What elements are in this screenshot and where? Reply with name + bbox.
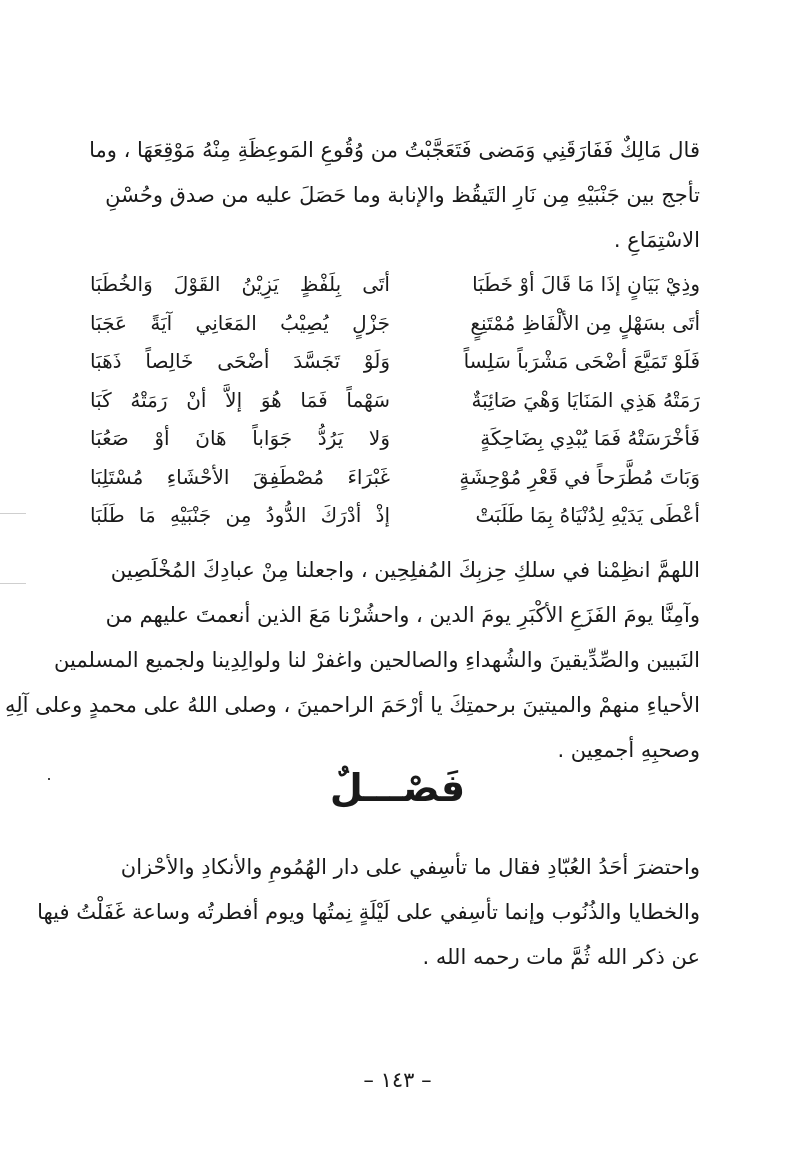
- closing-line: عن ذكر الله ثُمَّ مات رحمه الله .: [422, 945, 700, 969]
- verse-second-hemistich: وَلَوْ تَجَسَّدَ أضْحَى خَالِصاً ذَهَبَا: [90, 349, 390, 374]
- verse-first-hemistich: أعْطَى يَدَيْهِ لِدُنْيَاهُ بِمَا طَلَبَتْ: [475, 503, 700, 528]
- intro-line: قال مَالِكٌ فَفَارَقَنِي وَمَضى فَتَعَجَّبْتُ من وُقُوعِ المَوعِظَةِ مِنْهُ مَوْقِعَهَا ، وما: [89, 138, 700, 162]
- verse-second-hemistich: غَبْرَاءَ مُصْطَفِقَ الأحْشَاءِ مُسْتَلِبَا: [90, 464, 390, 489]
- verse-first-hemistich: فَلَوْ تَمَيَّعَ أضْحَى مَشْرَباً سَلِساً: [463, 349, 700, 374]
- closing-line: والخطايا والذُنُوب وإنما تأسِفي على لَيْلَةٍ نِمتُها ويوم أفطرتُه وساعة غَفَلْتُ فيها: [37, 900, 700, 924]
- poem-verse: [90, 458, 700, 497]
- verse-second-hemistich: سَهْماً فَمَا هُوَ إلاَّ أنْ رَمَتْهُ كَبَا: [90, 387, 390, 412]
- closing-line: واحتضرَ أحَدُ العُبّادِ فقال ما تأسِفي على دار الهُمُومِ والأنكادِ والأحْزان: [120, 855, 700, 879]
- prayer-line: وصحبِهِ أجمعِين .: [557, 738, 700, 762]
- page-number: – ١٤٣ –: [363, 1068, 432, 1092]
- intro-line: تأجج بين جَنْبَيْهِ مِن نَارِ التَيقُظ والإنابة وما حَصَلَ عليه من صدق وحُسْنِ: [105, 183, 700, 207]
- poem-verse: [90, 265, 700, 304]
- prayer-line: اللهمَّ انظِمْنا في سلكِ حِزبِكَ المُفلِحِين ، واجعلنا مِنْ عبادِكَ المُخْلَصِين: [110, 558, 700, 582]
- poem-verse: [90, 381, 700, 420]
- verse-second-hemistich: وَلا يَرُدُّ جَوَاباً هَانَ أوْ صَعُبَا: [90, 426, 390, 451]
- poem-verse: [90, 496, 700, 535]
- verse-first-hemistich: أتَى بسَهْلٍ مِن الألْفَاظِ مُمْتَنِعٍ: [470, 310, 700, 335]
- verse-second-hemistich: جَزْلٍ يُصِيْبُ المَعَانِي آيَةً عَجَبَا: [90, 310, 390, 335]
- verse-second-hemistich: أتَى بِلَفْظٍ يَزِيْنُ القَوْلَ وَالخُطَبَا: [90, 272, 390, 297]
- intro-paragraph: [90, 128, 700, 263]
- closing-paragraph: [37, 845, 700, 980]
- poem-verse: [90, 419, 700, 458]
- verse-first-hemistich: وَبَاتَ مُطَّرَحاً في قَعْرِ مُوْحِشَةٍ: [459, 464, 700, 489]
- scan-margin-mark: [0, 583, 26, 584]
- prayer-line: وآمِنَّا يومَ الفَزَعِ الأكْبَرِ يومَ الدين ، واحشُرْنا مَعَ الذين أنعمتَ عليهم من: [105, 603, 700, 627]
- poem: [90, 265, 700, 535]
- prayer-line: النَبيين والصِّدِّيقينَ والشُهداءِ والصالحين واغفرْ لنا ولوالِدِينا ولجميع المسلمين: [54, 648, 700, 672]
- section-heading: فَصْـــلٌ: [329, 766, 466, 810]
- prayer-line: الأحياءِ منهمْ والميتينَ برحمتِكَ يا أرْحَمَ الراحمينَ ، وصلى اللهُ على محمدٍ وعلى آلِهِ: [4, 693, 700, 717]
- verse-second-hemistich: إذْ أدْرَكَ الدُّودُ مِن جَنْبَيْهِ مَا طَلَبَا: [90, 503, 390, 528]
- prayer-paragraph: [4, 548, 700, 773]
- poem-verse: [90, 342, 700, 381]
- poem-verse: [90, 304, 700, 343]
- verse-first-hemistich: رَمَتْهُ هَذِي المَنَايَا وَهْيَ صَائِبَةٌ: [471, 387, 700, 412]
- verse-first-hemistich: فَأخْرَسَتْهُ فَمَا يُبْدِي بِضَاحِكَةٍ: [480, 426, 700, 451]
- intro-line: الاسْتِمَاعِ .: [613, 228, 700, 252]
- scan-speck: [48, 778, 50, 780]
- scan-margin-mark: [0, 513, 26, 514]
- verse-first-hemistich: وذِيْ بَيَانٍ إذَا مَا قَالَ أوْ خَطَبَا: [472, 272, 700, 297]
